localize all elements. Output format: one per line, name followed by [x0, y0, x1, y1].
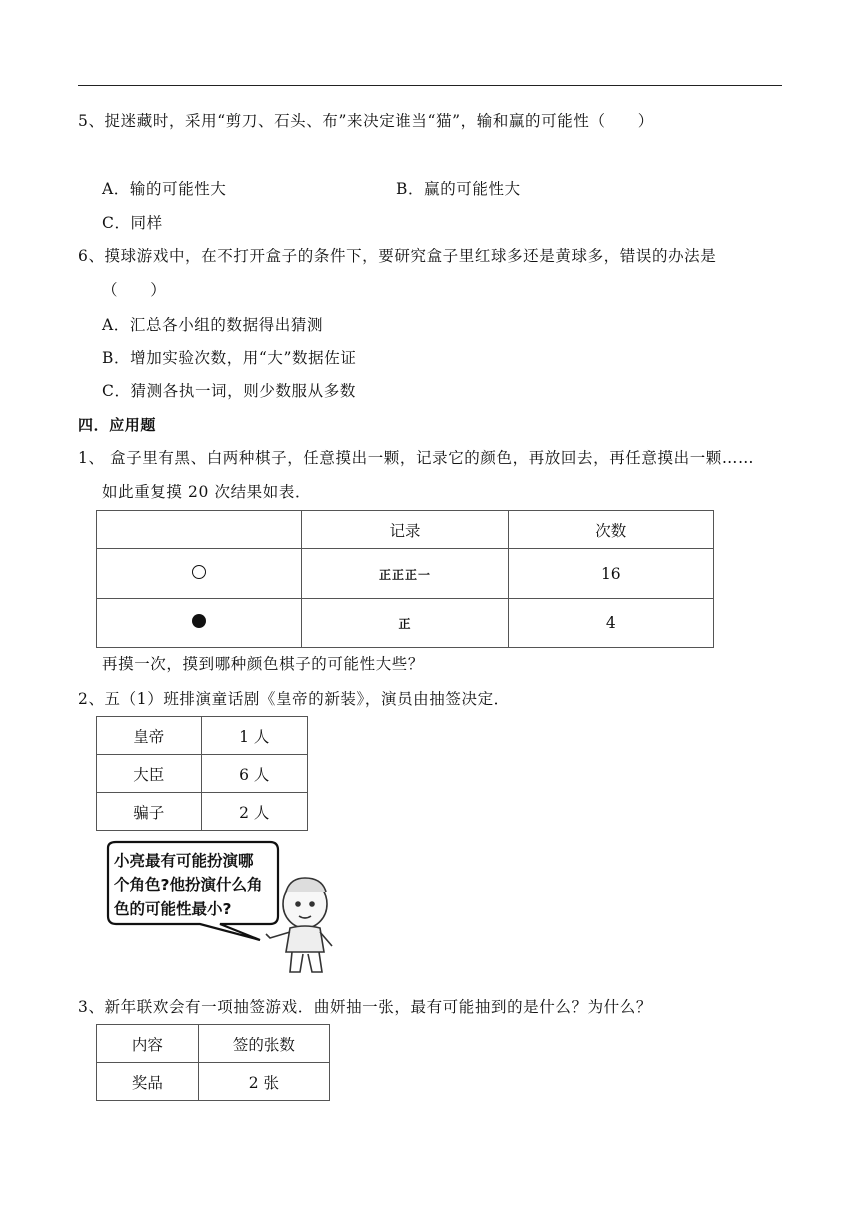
white-circle-icon	[192, 565, 206, 579]
q5-stem: 5、捉迷藏时，采用“剪刀、石头、布”来决定谁当“猫”，输和赢的可能性（ ）	[78, 112, 654, 130]
q6-option-c: C．猜测各执一词，则少数服从多数	[102, 382, 356, 400]
count-cell: 6 人	[201, 755, 307, 793]
q5-option-a: A．输的可能性大	[102, 180, 227, 198]
tally-cell	[302, 599, 508, 648]
table-row	[97, 793, 308, 831]
tally-cell	[302, 549, 508, 599]
q6-stem: 6、摸球游戏中，在不打开盒子的条件下，要研究盒子里红球多还是黄球多，错误的办法是	[78, 247, 717, 265]
q6-paren: （ ）	[102, 281, 167, 299]
tally-table	[96, 510, 714, 648]
table-row	[97, 755, 308, 793]
count-cell: 16	[508, 549, 713, 599]
symbol-cell	[97, 599, 302, 648]
app2-stem: 2、五（1）班排演童话剧《皇帝的新装》，演员由抽签决定．	[78, 690, 510, 708]
table-row	[97, 549, 714, 599]
count-cell: 2 人	[201, 793, 307, 831]
table-row	[97, 717, 308, 755]
prize-table	[96, 1024, 330, 1101]
role-cell: 大臣	[97, 755, 202, 793]
q6-option-b: B．增加实验次数，用“大”数据佐证	[102, 349, 357, 367]
tally-mark: 正	[398, 617, 412, 631]
tally-mark: 正正正一	[378, 567, 431, 582]
app1-stem-line2: 如此重复摸 20 次结果如表．	[102, 483, 312, 501]
item-cell: 奖品	[97, 1063, 199, 1101]
symbol-cell	[97, 549, 302, 599]
table-header-cell: 次数	[508, 511, 713, 549]
role-cell: 皇帝	[97, 717, 202, 755]
black-circle-icon	[192, 614, 206, 628]
q5-option-c: C．同样	[102, 214, 163, 232]
count-cell: 1 人	[201, 717, 307, 755]
table-header-row	[97, 1025, 330, 1063]
header-rule	[78, 85, 782, 86]
app1-question: 再摸一次，摸到哪种颜色棋子的可能性大些？	[102, 655, 425, 673]
table-header-cell: 内容	[97, 1025, 199, 1063]
bubble-line-3: 色的可能性最小?	[114, 900, 232, 918]
table-header-cell: 签的张数	[198, 1025, 329, 1063]
role-table	[96, 716, 308, 831]
bubble-line-1: 小亮最有可能扮演哪	[114, 852, 254, 870]
section-title: 四．应用题	[78, 416, 157, 434]
table-row	[97, 599, 714, 648]
table-header-cell	[97, 511, 302, 549]
table-row	[97, 1063, 330, 1101]
bubble-line-2: 个角色?他扮演什么角	[114, 876, 263, 894]
q6-option-a: A．汇总各小组的数据得出猜测	[102, 316, 324, 334]
q5-option-b: B．赢的可能性大	[396, 180, 521, 198]
app1-stem-line1: 1、 盒子里有黑、白两种棋子，任意摸出一颗，记录它的颜色，再放回去，再任意摸出一颗……	[78, 449, 755, 467]
table-header-cell: 记录	[302, 511, 508, 549]
role-cell: 骗子	[97, 793, 202, 831]
boy-with-speech-bubble-icon	[100, 840, 340, 982]
app3-stem: 3、新年联欢会有一项抽签游戏．曲妍抽一张，最有可能抽到的是什么？为什么？	[78, 998, 652, 1016]
count-cell: 4	[508, 599, 713, 648]
count-cell: 2 张	[198, 1063, 329, 1101]
table-header-row	[97, 511, 714, 549]
cartoon-illustration	[100, 840, 340, 982]
